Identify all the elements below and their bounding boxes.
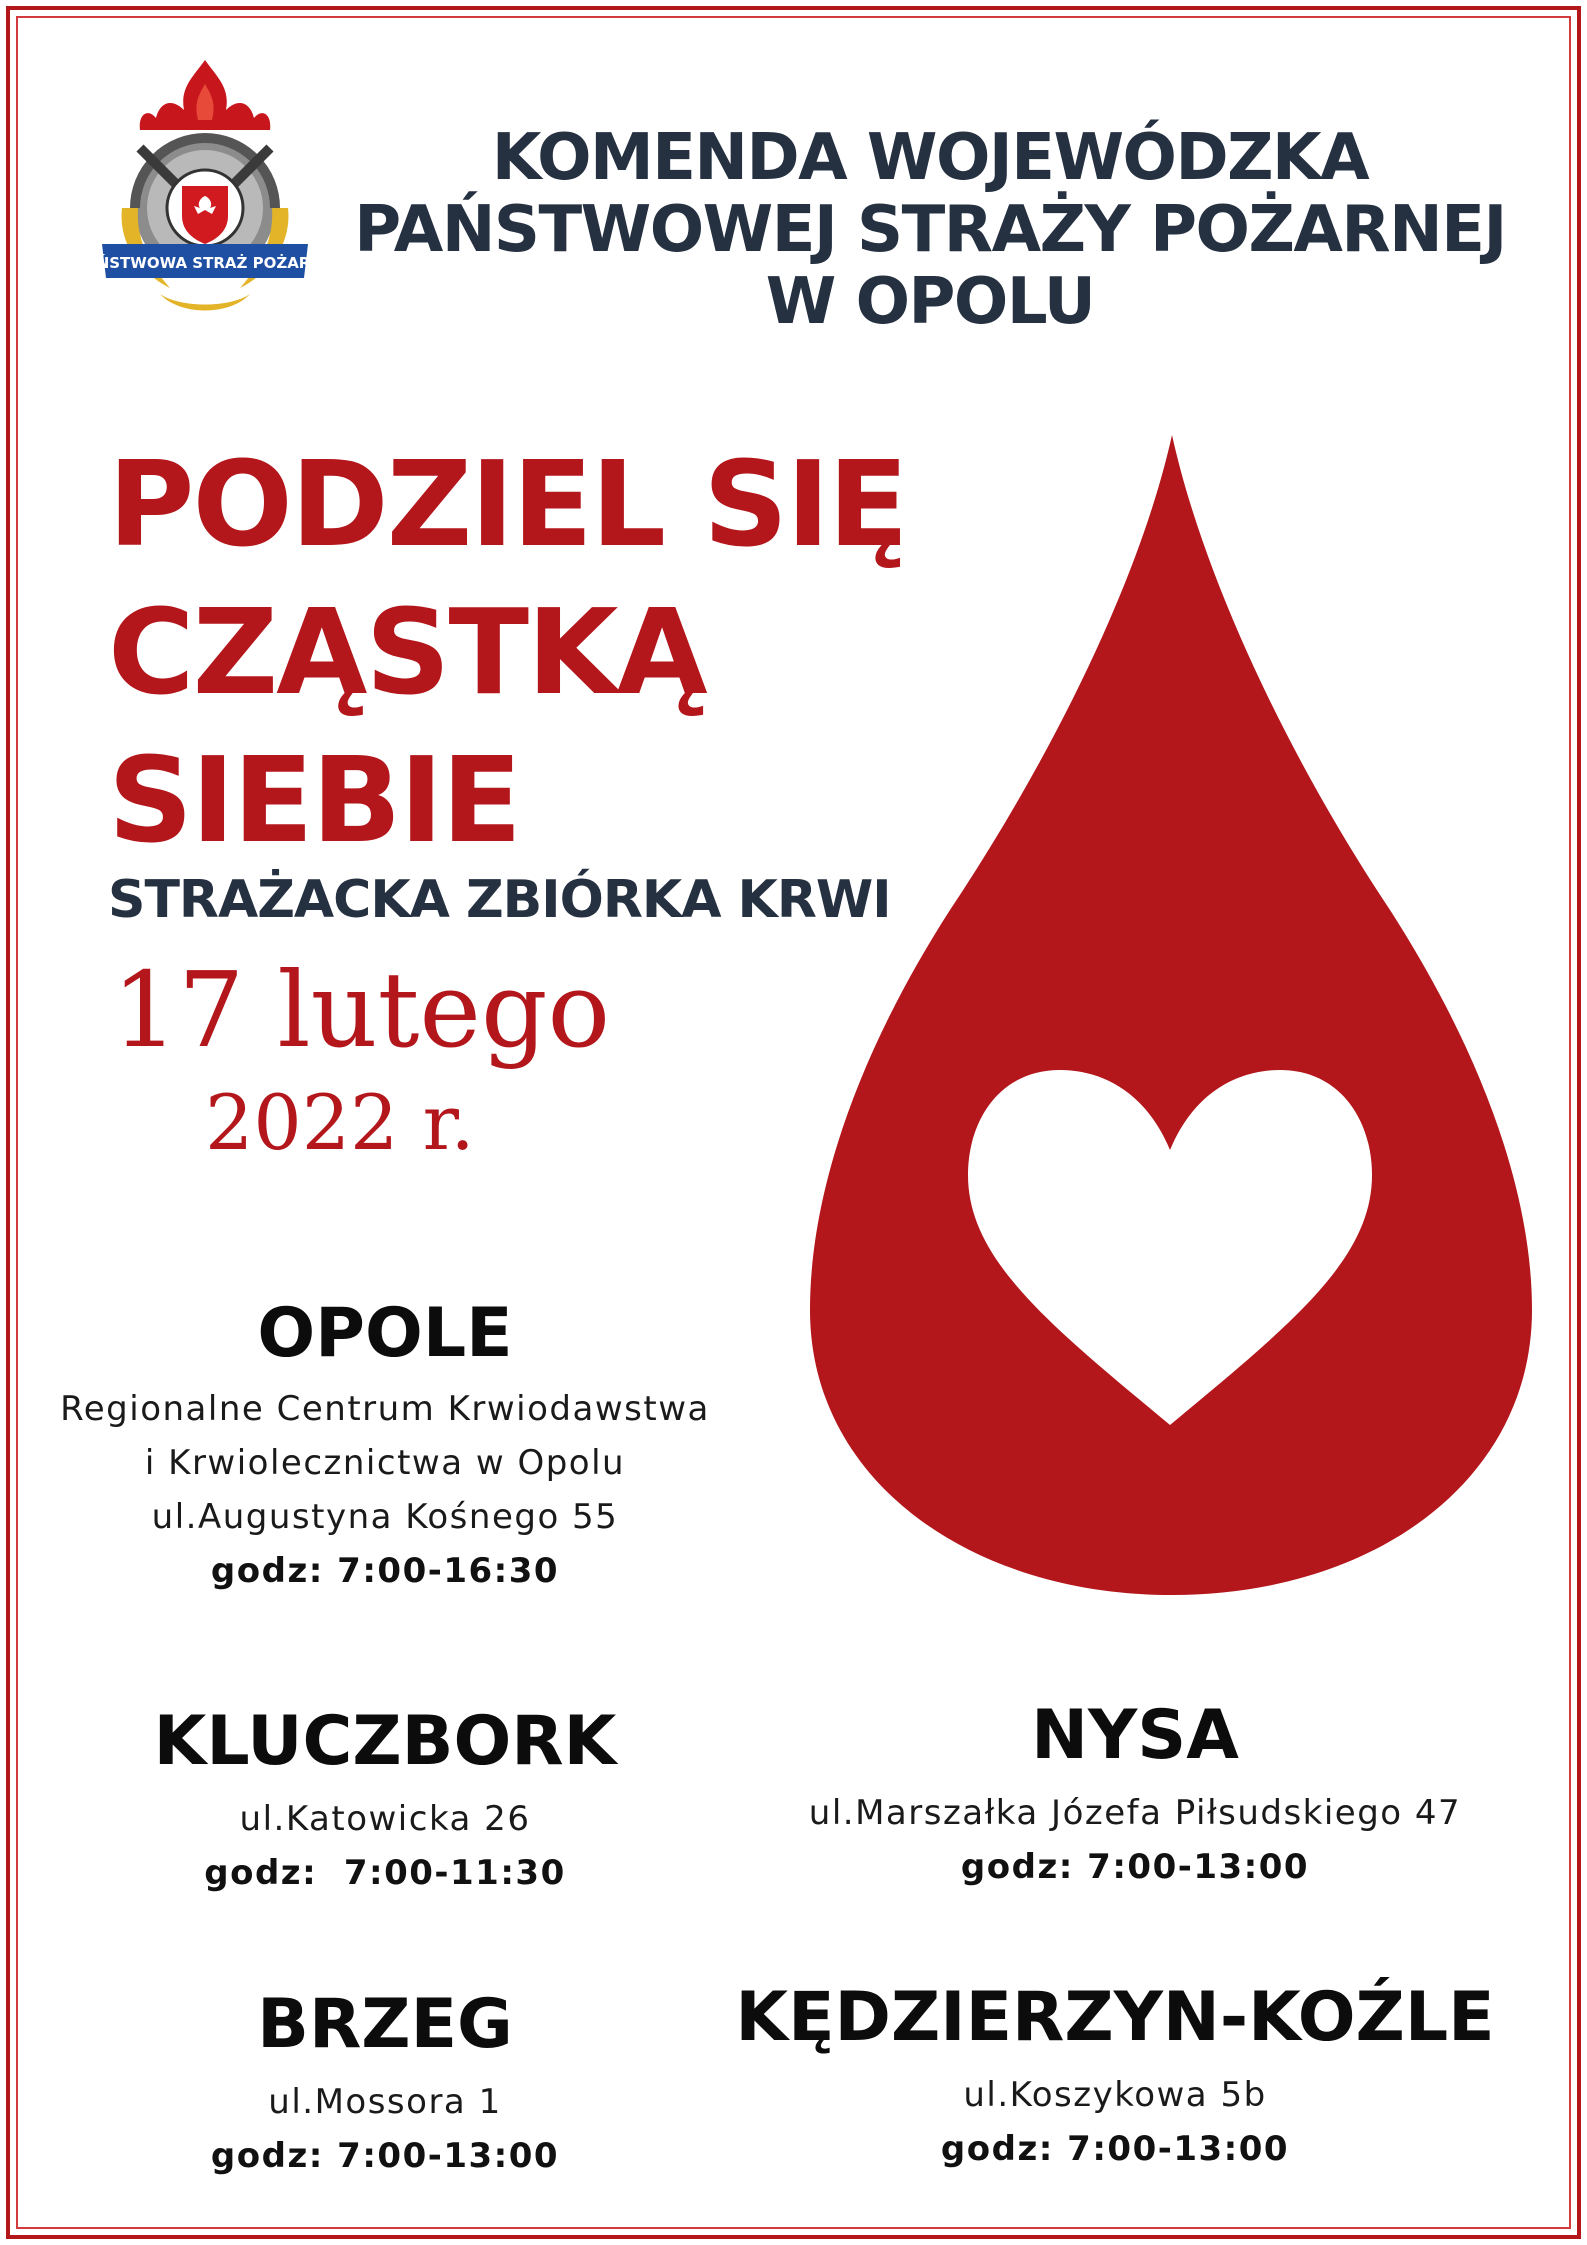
organization-title-line-1: KOMENDA WOJEWÓDZKA <box>491 121 1369 195</box>
organization-title-line-3: W OPOLU <box>765 265 1095 339</box>
blood-drop-heart-icon <box>800 430 1540 1600</box>
location-city: NYSA <box>1031 1696 1239 1775</box>
location-opole <box>30 1292 740 1598</box>
location-address-line: ul.Augustyna Kośnego 55 <box>151 1497 619 1537</box>
location-kluczbork <box>30 1700 740 1900</box>
location-address: ul.Koszykowa 5b <box>963 2075 1267 2115</box>
campaign-headline <box>108 430 907 874</box>
location-brzeg <box>30 1983 740 2183</box>
campaign-subtitle: STRAŻACKA ZBIÓRKA KRWI <box>108 870 891 930</box>
organization-title <box>340 122 1520 338</box>
headline-line-3: SIEBIE <box>108 731 520 869</box>
organization-title-line-2: PAŃSTWOWEJ STRAŻY POŻARNEJ <box>354 193 1506 267</box>
location-hours: godz: 7:00-13:00 <box>940 2129 1290 2169</box>
headline-line-2: CZĄSTKĄ <box>108 583 706 721</box>
location-address: ul.Katowicka 26 <box>239 1799 531 1839</box>
location-city: KĘDZIERZYN-KOŹLE <box>735 1978 1495 2057</box>
location-kedzierzyn-kozle <box>720 1976 1510 2176</box>
campaign-date: 17 lutego <box>112 949 611 1071</box>
location-city: KLUCZBORK <box>153 1702 617 1781</box>
location-address-line: Regionalne Centrum Krwiodawstwa <box>60 1389 710 1429</box>
location-hours: godz: 7:00-16:30 <box>210 1551 560 1591</box>
location-hours: godz: 7:00-13:00 <box>960 1847 1310 1887</box>
location-nysa <box>760 1694 1510 1894</box>
headline-line-1: PODZIEL SIĘ <box>108 435 907 573</box>
location-address: ul.Marszałka Józefa Piłsudskiego 47 <box>808 1793 1462 1833</box>
location-hours: godz: 7:00-13:00 <box>210 2136 560 2176</box>
location-address-line: i Krwiolecznictwa w Opolu <box>144 1443 626 1483</box>
location-city: BRZEG <box>257 1985 513 2064</box>
campaign-year: 2022 r. <box>205 1078 475 1167</box>
logo-banner-text: PAŃSTWOWA STRAŻ POŻARNA <box>75 254 335 272</box>
fire-service-emblem-icon <box>75 58 335 326</box>
location-city: OPOLE <box>257 1294 513 1373</box>
location-hours: godz: 7:00-11:30 <box>204 1853 566 1893</box>
location-address: ul.Mossora 1 <box>268 2082 502 2122</box>
